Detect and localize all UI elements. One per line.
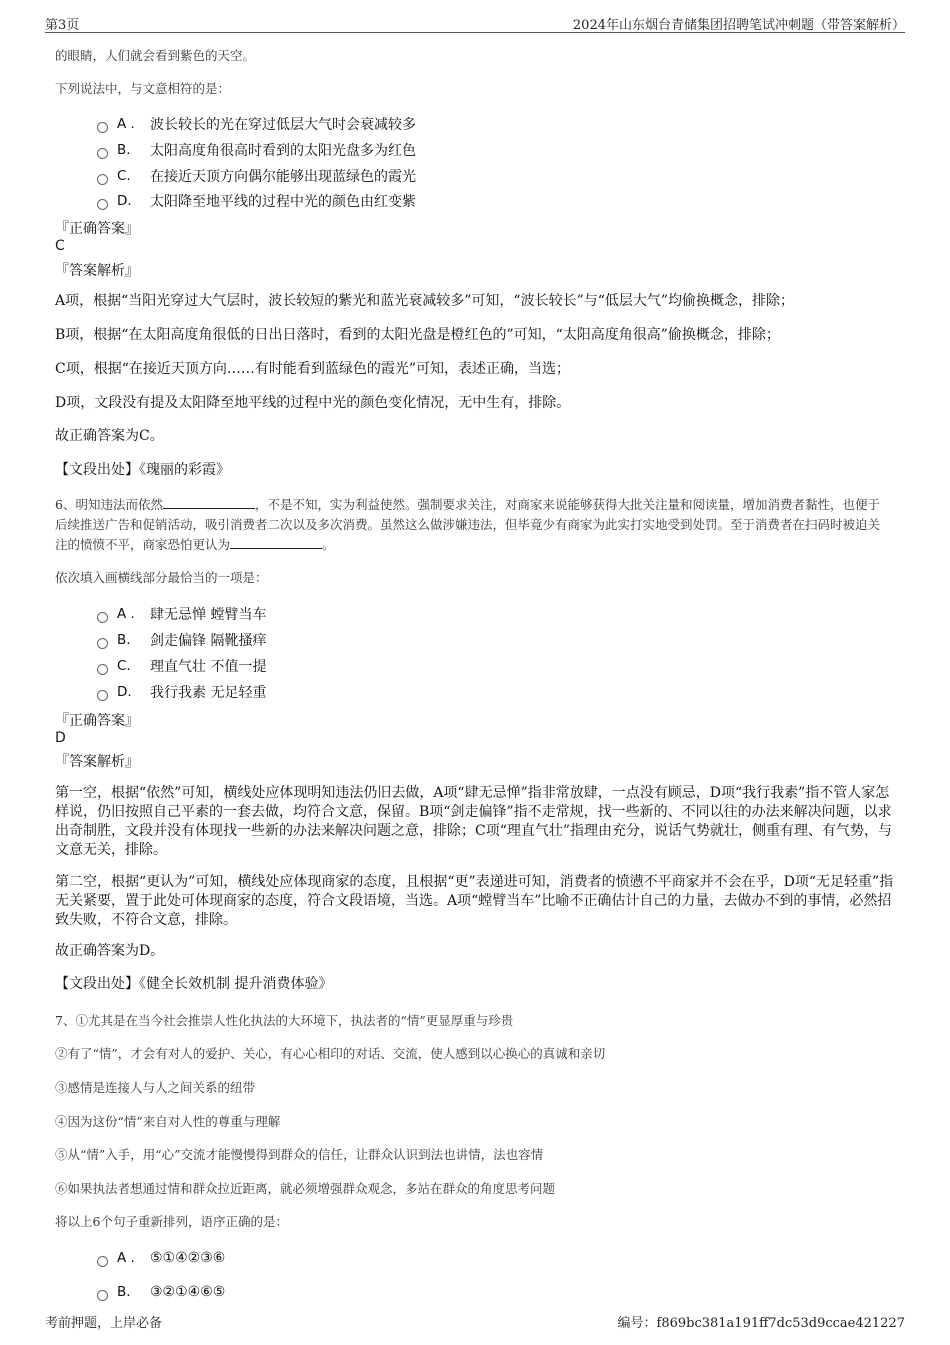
q5-analysis-label: 『答案解析』 xyxy=(55,263,139,279)
answer-blank xyxy=(163,496,255,509)
q5-analysis-d: D项，文段没有提及太阳降至地平线的过程中光的颜色变化情况，无中生有，排除。 xyxy=(55,395,571,411)
q7-sentence-5: ⑤从“情”入手，用“心”交流才能慢慢得到群众的信任，让群众认识到法也讲情，法也容情 xyxy=(55,1147,544,1162)
q7-sentence-4: ④因为这份“情”来自对人性的尊重与理解 xyxy=(55,1114,281,1129)
radio-icon[interactable] xyxy=(97,148,108,159)
q6-conclusion: 故正确答案为D。 xyxy=(55,943,165,959)
answer-blank xyxy=(230,536,322,549)
q6-option-c[interactable]: C. 理直气壮 不值一提 xyxy=(97,656,266,676)
radio-icon[interactable] xyxy=(97,664,108,675)
q6-option-d[interactable]: D. 我行我素 无足轻重 xyxy=(97,682,266,702)
q5-analysis-a: A项，根据“当阳光穿过大气层时，波长较短的紫光和蓝光衰减较多”可知，“波长较长”与“低层大气”均偷换概念，排除； xyxy=(55,293,795,309)
q5-answer-label: 『正确答案』 xyxy=(55,221,139,237)
q7-option-a[interactable]: A . ⑤①④②③⑥ xyxy=(97,1248,225,1268)
radio-icon[interactable] xyxy=(97,199,108,210)
q6-option-a[interactable]: A . 肆无忌惮 螳臂当车 xyxy=(97,604,266,624)
q5-conclusion: 故正确答案为C。 xyxy=(55,428,164,444)
radio-icon[interactable] xyxy=(97,1290,108,1301)
radio-icon[interactable] xyxy=(97,174,108,185)
page-header xyxy=(45,12,905,33)
radio-icon[interactable] xyxy=(97,638,108,649)
q6-analysis-label: 『答案解析』 xyxy=(55,754,139,770)
q6-prompt: 依次填入画横线部分最恰当的一项是： xyxy=(55,570,268,585)
q7-prompt: 将以上6个句子重新排列，语序正确的是： xyxy=(55,1214,288,1229)
q6-answer-label: 『正确答案』 xyxy=(55,713,139,729)
radio-icon[interactable] xyxy=(97,690,108,701)
q6-stem: 6、明知违法而依然 ，不是不知，实为利益使然。强制要求关注，对商家来说能够获得大批关注量和阅读量，增加消费者黏性，也便于后续推送广告和促销活动，吸引消费者二次以及多次消费。虽然这么做涉嫌违法，但毕竟少有商家为此实打实地受到处罚。至于消费者在扫码时被迫关注的愤愤不平，商家恐怕更认为 。 xyxy=(55,497,881,552)
document-title: 2024年山东烟台青储集团招聘笔试冲刺题（带答案解析） xyxy=(572,18,905,33)
q6-analysis-first-blank: 第一空，根据“依然”可知，横线处应体现明知违法仍旧去做，A项“肆无忌惮”指非常放肆，一点没有顾忌，D项“我行我素”指不管人家怎样说，仍旧按照自己平素的一套去做，均符合文意，保留。B项“剑走偏锋”指不走常规，找一些新的、不同以往的办法来解决问题，以求出奇制胜，文段并没有体现找一些新的办法来解决问题之意，排除；C项“理直气壮”指理由充分，说话气势就壮，侧重有理、有气势，与文意无关，排除。 xyxy=(55,785,893,858)
q7-sentence-1: 7、①尤其是在当今社会推崇人性化执法的大环境下，执法者的“情”更显厚重与珍贵 xyxy=(55,1013,514,1028)
q7-option-b[interactable]: B. ③②①④⑥⑤ xyxy=(97,1282,225,1302)
footer-slogan: 考前押题，上岸必备 xyxy=(45,1316,163,1331)
radio-icon[interactable] xyxy=(97,122,108,133)
q7-sentence-2: ②有了“情”，才会有对人的爱护、关心，有心心相印的对话、交流，使人感到以心换心的真诚和亲切 xyxy=(55,1046,606,1061)
q5-answer: C xyxy=(55,238,65,254)
q7-sentence-3: ③感情是连接人与人之间关系的纽带 xyxy=(55,1080,256,1095)
q5-passage-tail: 的眼睛，人们就会看到紫色的天空。 xyxy=(55,48,256,63)
document-id: 编号：f869bc381a191ff7dc53d9ccae421227 xyxy=(617,1316,905,1331)
q7-sentence-6: ⑥如果执法者想通过情和群众拉近距离，就必须增强群众观念，多站在群众的角度思考问题 xyxy=(55,1181,556,1196)
q5-analysis-b: B项，根据“在太阳高度角很低的日出日落时，看到的太阳光盘是橙红色的”可知，“太阳高度角很高”偷换概念，排除； xyxy=(55,327,780,343)
q5-analysis-c: C项，根据“在接近天顶方向……有时能看到蓝绿色的霞光”可知，表述正确，当选； xyxy=(55,361,571,377)
q5-source: 【文段出处】《瑰丽的彩霞》 xyxy=(55,462,230,478)
q5-option-d[interactable]: D. 太阳降至地平线的过程中光的颜色由红变紫 xyxy=(97,191,416,211)
q6-option-b[interactable]: B. 剑走偏锋 隔靴搔痒 xyxy=(97,630,266,650)
page-number: 第3页 xyxy=(45,18,80,33)
q5-option-a[interactable]: A . 波长较长的光在穿过低层大气时会衰减较多 xyxy=(97,114,416,134)
q5-option-b[interactable]: B. 太阳高度角很高时看到的太阳光盘多为红色 xyxy=(97,140,416,160)
q5-option-c[interactable]: C. 在接近天顶方向偶尔能够出现蓝绿色的霞光 xyxy=(97,166,416,186)
q5-prompt: 下列说法中，与文意相符的是： xyxy=(55,81,231,96)
q6-analysis-second-blank: 第二空，根据“更认为”可知，横线处应体现商家的态度，且根据“更”表递进可知，消费者的愤懑不平商家并不会在乎，D项“无足轻重”指无关紧要，置于此处可体现商家的态度，符合文段语境，当选。A项“螳臂当车”比喻不正确估计自己的力量，去做办不到的事情，必然招致失败，不符合文意，排除。 xyxy=(55,874,894,928)
radio-icon[interactable] xyxy=(97,612,108,623)
q6-source: 【文段出处】《健全长效机制 提升消费体验》 xyxy=(55,976,333,992)
q6-answer: D xyxy=(55,730,66,746)
radio-icon[interactable] xyxy=(97,1256,108,1267)
